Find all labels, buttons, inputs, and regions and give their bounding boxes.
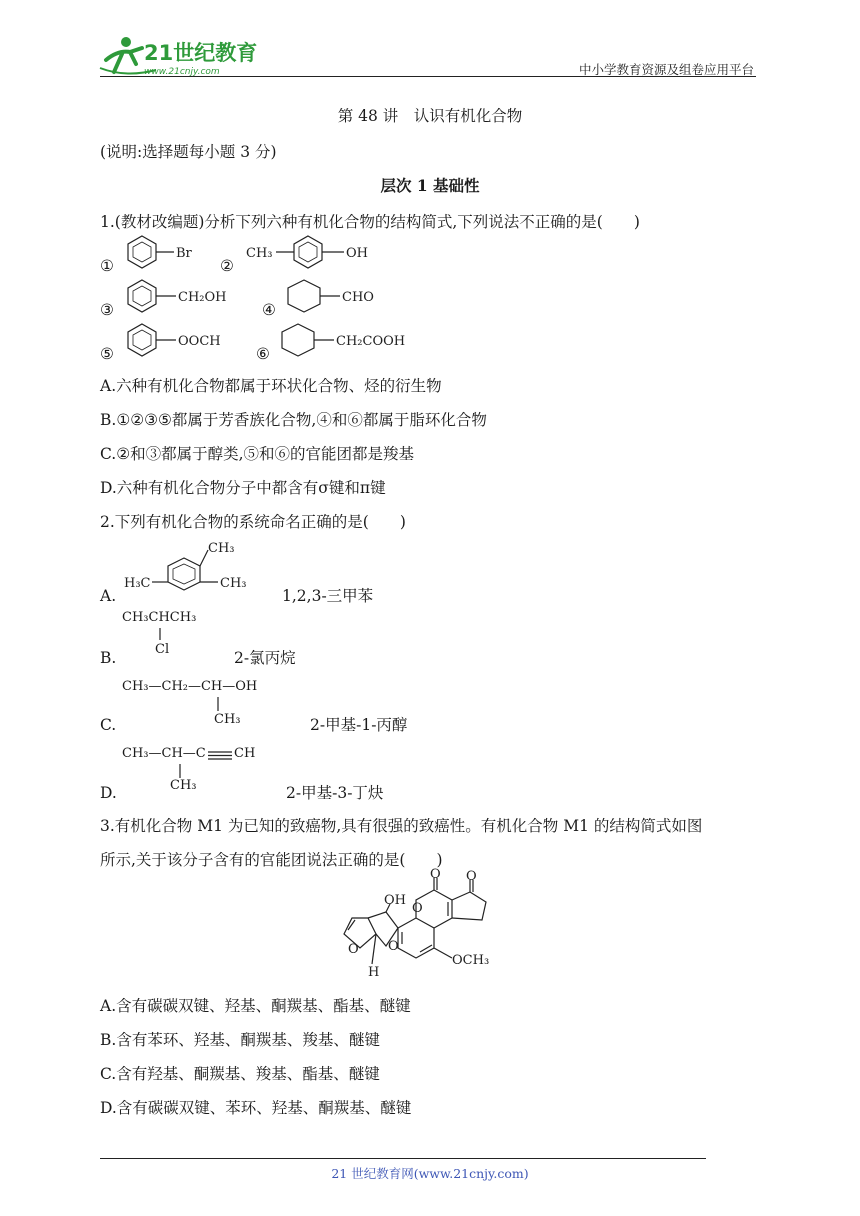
struct-cyclohexanecarbaldehyde xyxy=(284,278,404,318)
q2-c-bond xyxy=(122,679,302,729)
svg-text:H₃C: H₃C xyxy=(124,576,151,591)
q1-label-1: ① xyxy=(100,257,114,275)
q3-option-a: A.含有碳碳双键、羟基、酮羰基、酯基、醚键 xyxy=(100,997,411,1015)
q1-label-6: ⑥ xyxy=(256,345,270,363)
scoring-note: (说明:选择题每小题 3 分) xyxy=(100,143,277,161)
q2-b-label: B. xyxy=(100,649,117,667)
svg-text:CH₂COOH: CH₂COOH xyxy=(336,334,406,349)
footer-text: 21 世纪教育网(www.21cnjy.com) xyxy=(331,1166,529,1181)
lesson-title: 第 48 讲 认识有机化合物 xyxy=(337,107,523,125)
footer-divider xyxy=(100,1158,706,1159)
q1-label-4: ④ xyxy=(262,301,276,319)
q1-option-c: C.②和③都属于醇类,⑤和⑥的官能团都是羧基 xyxy=(100,445,415,463)
svg-text:O: O xyxy=(466,869,477,884)
q2-d-formula-left: CH₃—CH—C xyxy=(122,746,206,761)
q3-option-c: C.含有羟基、酮羰基、羧基、酯基、醚键 xyxy=(100,1065,380,1083)
q1-label-3: ③ xyxy=(100,301,114,319)
svg-text:OH: OH xyxy=(384,893,406,908)
svg-text:CH₃: CH₃ xyxy=(208,541,235,556)
svg-text:O: O xyxy=(430,867,441,882)
q2-c-substituent: CH₃ xyxy=(214,712,241,727)
struct-phenyl-formate xyxy=(122,322,252,362)
q3-stem-line1: 3.有机化合物 M1 为已知的致癌物,具有很强的致癌性。有机化合物 M1 的结构简式如图 xyxy=(100,817,703,835)
svg-text:OOCH: OOCH xyxy=(178,334,221,349)
q2-c-label: C. xyxy=(100,716,117,734)
svg-text:CH₂OH: CH₂OH xyxy=(178,290,227,305)
q3-option-d: D.含有碳碳双键、苯环、羟基、酮羰基、醚键 xyxy=(100,1099,412,1117)
svg-text:OH: OH xyxy=(346,246,368,261)
svg-text:OCH₃: OCH₃ xyxy=(452,953,490,968)
runner-logo-icon xyxy=(96,34,266,78)
svg-text:CH₃: CH₃ xyxy=(220,576,247,591)
q3-option-b: B.含有苯环、羟基、酮羰基、羧基、醚键 xyxy=(100,1031,380,1049)
q2-b-name: 2-氯丙烷 xyxy=(234,649,296,667)
q2-a-name: 1,2,3-三甲苯 xyxy=(282,587,374,605)
q2-d-label: D. xyxy=(100,784,117,802)
site-logo xyxy=(96,34,266,78)
q2-d-formula-right: CH xyxy=(234,746,256,761)
struct-p-cresol xyxy=(244,234,384,274)
q2-d-substituent: CH₃ xyxy=(170,778,197,793)
q1-option-b: B.①②③⑤都属于芳香族化合物,④和⑥都属于脂环化合物 xyxy=(100,411,487,429)
q3-stem-line2: 所示,关于该分子含有的官能团说法正确的是( ) xyxy=(100,851,443,869)
header-platform-text: 中小学教育资源及组卷应用平台 xyxy=(578,62,754,77)
q2-stem: 2.下列有机化合物的系统命名正确的是( ) xyxy=(100,513,406,531)
svg-text:21世纪教育: 21世纪教育 xyxy=(144,41,258,65)
struct-benzyl-alcohol xyxy=(122,278,252,318)
q1-option-d: D.六种有机化合物分子中都含有σ键和π键 xyxy=(100,479,386,497)
q1-label-5: ⑤ xyxy=(100,345,114,363)
q2-c-name: 2-甲基-1-丙醇 xyxy=(310,716,408,734)
struct-trimethylbenzene xyxy=(122,536,262,600)
struct-bromobenzene xyxy=(122,234,222,274)
section-heading: 层次 1 基础性 xyxy=(380,176,480,195)
q1-label-2: ② xyxy=(220,257,234,275)
svg-text:CHO: CHO xyxy=(342,290,374,305)
svg-text:O: O xyxy=(412,901,423,916)
q1-option-a: A.六种有机化合物都属于环状化合物、烃的衍生物 xyxy=(100,377,442,395)
svg-text:O: O xyxy=(388,939,399,954)
svg-text:CH₃: CH₃ xyxy=(246,246,273,261)
q2-b-substituent: Cl xyxy=(155,642,170,657)
svg-text:H: H xyxy=(368,965,380,980)
q2-b-formula: CH₃CHCH₃ xyxy=(122,610,197,625)
svg-text:www.21cnjy.com: www.21cnjy.com xyxy=(144,67,220,77)
svg-text:O: O xyxy=(348,942,359,957)
q2-c-formula: CH₃—CH₂—CH—OH xyxy=(122,679,258,694)
struct-cyclohexylacetic-acid xyxy=(278,322,428,362)
svg-text:Br: Br xyxy=(176,246,192,261)
header-divider xyxy=(100,76,756,77)
q2-d-bonds xyxy=(122,746,282,796)
q2-d-name: 2-甲基-3-丁炔 xyxy=(286,784,384,802)
struct-aflatoxin-m1 xyxy=(336,867,536,990)
q2-a-label: A. xyxy=(100,587,117,605)
q1-stem: 1.(教材改编题)分析下列六种有机化合物的结构简式,下列说法不正确的是( ) xyxy=(100,213,640,231)
